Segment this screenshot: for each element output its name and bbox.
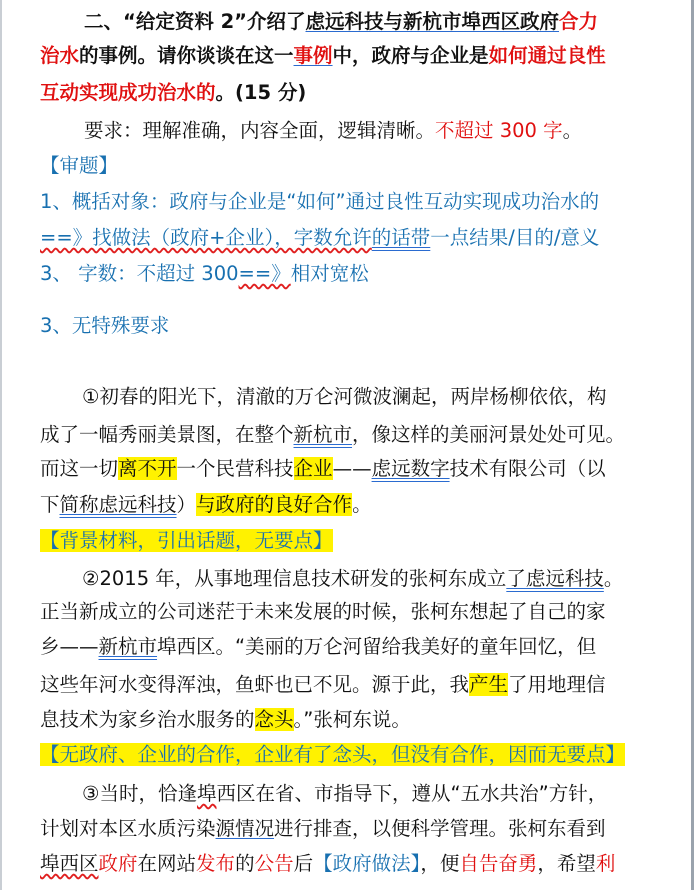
analysis-item-3: 3、 字数：不超过 300==》相对宽松 bbox=[40, 262, 369, 285]
p2-line-3: 乡——新杭市埠西区。“美丽的万仑河留给我美好的童年回忆，但 bbox=[40, 635, 597, 658]
p3-line-2: 计划对本区水质污染源情况进行排查，以便科学管理。张柯东看到 bbox=[40, 817, 606, 840]
p1-line-4: 下简称虑远科技）与政府的良好合作。 bbox=[40, 493, 372, 516]
analysis-item-2: ==》找做法（政府+企业），字数允许的话带一点结果/目的/意义 bbox=[40, 226, 600, 249]
p1-line-1: ①初春的阳光下，清澈的万仑河微波澜起，两岸杨柳依依，构 bbox=[82, 385, 607, 408]
p2-line-1: ②2015 年，从事地理信息技术研发的张柯东成立了虑远科技。 bbox=[82, 567, 624, 590]
question-line-2: 治水的事例。请你谈谈在这一事例中，政府与企业是如何通过良性 bbox=[40, 44, 606, 67]
analysis-item-1: 1、概括对象：政府与企业是“如何”通过良性互动实现成功治水的 bbox=[40, 190, 600, 213]
p1-line-3: 而这一切离不开一个民营科技企业——虑远数字技术有限公司（以 bbox=[40, 457, 606, 480]
requirement-line: 要求：理解准确，内容全面，逻辑清晰。不超过 300 字。 bbox=[84, 119, 583, 142]
p2-line-4: 这些年河水变得浑浊，鱼虾也已不见。源于此，我产生了用地理信 bbox=[40, 673, 606, 696]
page-left-edge bbox=[0, 0, 2, 890]
p3-line-3: 埠西区政府在网站发布的公告后【政府做法】，便自告奋勇，希望利 bbox=[40, 852, 616, 875]
p2-line-5: 息技术为家乡治水服务的念头。”张柯东说。 bbox=[40, 708, 411, 731]
p1-line-2: 成了一幅秀丽美景图，在整个新杭市，像这样的美丽河景处处可见。 bbox=[40, 423, 626, 446]
question-line-1: 二、“给定资料 2”介绍了虑远科技与新杭市埠西区政府合力 bbox=[84, 10, 599, 33]
question-line-3: 互动实现成功治水的。(15 分) bbox=[40, 81, 307, 104]
analysis-item-4: 3、无特殊要求 bbox=[40, 314, 170, 337]
p1-note: 【背景材料，引出话题，无要点】 bbox=[40, 529, 333, 552]
p3-line-1: ③当时，恰逢埠西区在省、市指导下，遵从“五水共治”方针， bbox=[82, 782, 608, 805]
analysis-heading: 【审题】 bbox=[40, 154, 119, 177]
p2-note: 【无政府、企业的合作，企业有了念头，但没有合作，因而无要点】 bbox=[40, 743, 626, 766]
p2-line-2: 正当新成立的公司迷茫于未来发展的时候，张柯东想起了自己的家 bbox=[40, 600, 606, 623]
